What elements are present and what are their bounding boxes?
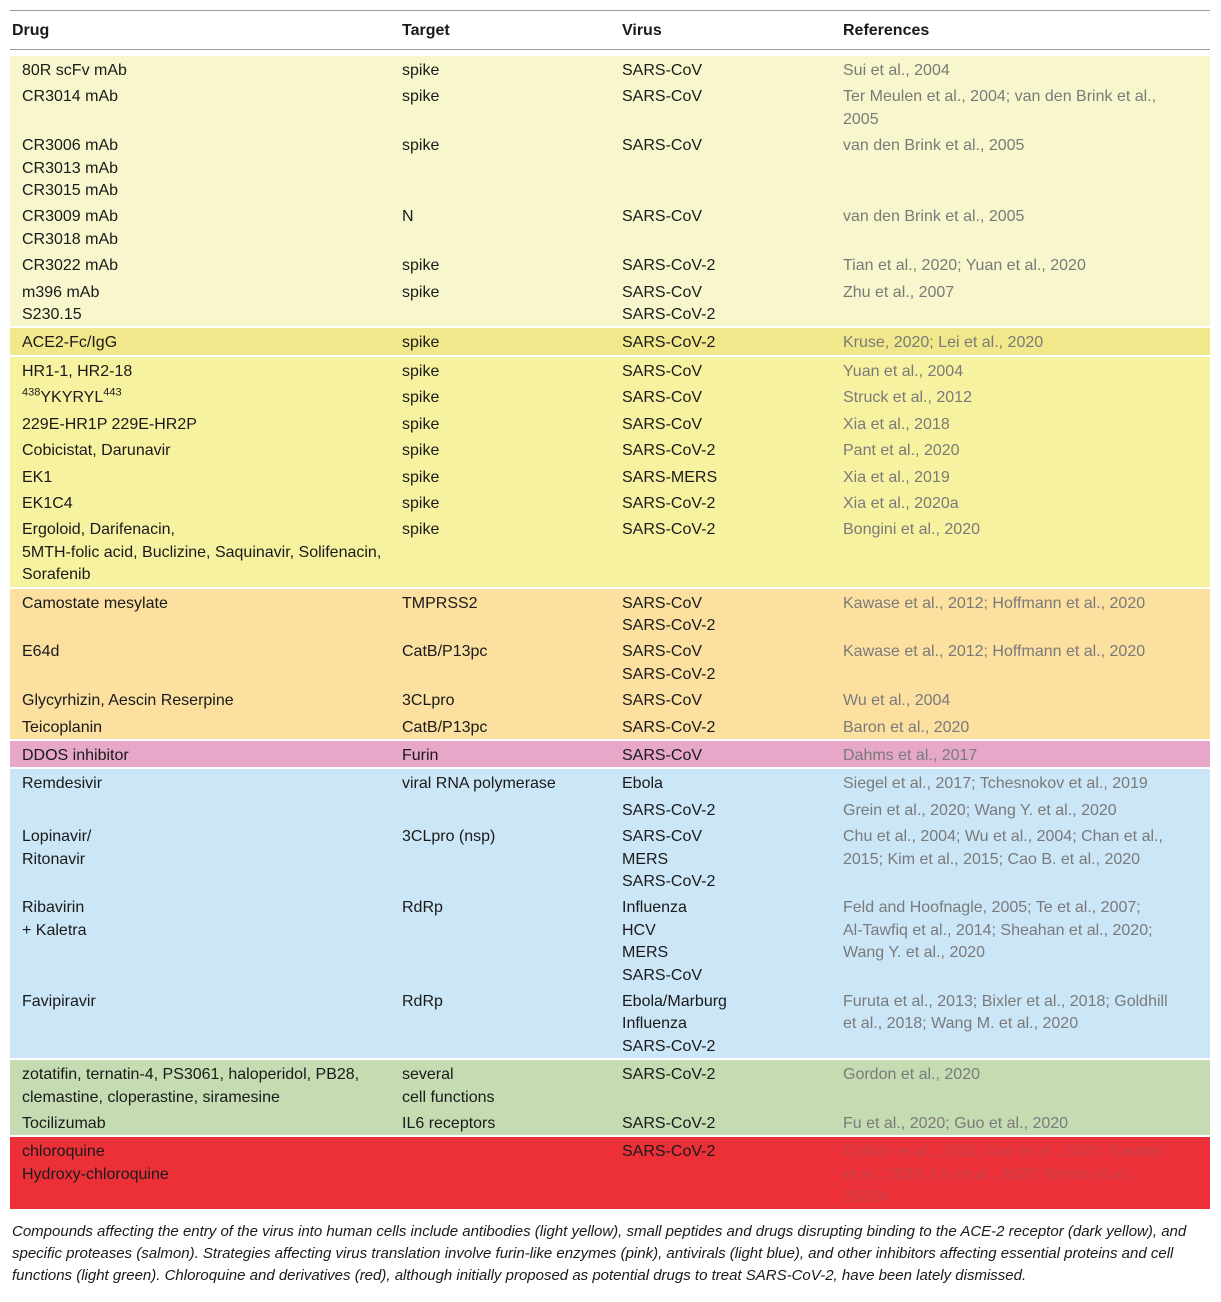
virus-cell <box>620 278 841 328</box>
drug-cell-line: E64d <box>22 643 60 661</box>
table-row <box>10 489 1210 515</box>
references-cell-line: Colson et al., 2020; Gao et al., 2020; Gautret <box>843 1143 1162 1161</box>
table-header-row <box>10 11 1210 50</box>
references-cell-line: Tian et al., 2020; Yuan et al., 2020 <box>843 257 1086 275</box>
table-row <box>10 436 1210 462</box>
target-cell-line: 3CLpro <box>402 692 455 710</box>
references-cell-line: Gordon et al., 2020 <box>843 1066 980 1084</box>
references-cell-line: Dahms et al., 2017 <box>843 746 978 764</box>
drug-sup-main: YKYRYL <box>40 389 104 407</box>
drug-table <box>10 10 1210 1209</box>
references-cell <box>841 327 1210 355</box>
references-cell <box>841 383 1210 409</box>
references-cell <box>841 410 1210 436</box>
virus-cell-line: SARS-CoV <box>622 643 703 661</box>
target-cell-line: N <box>402 208 414 226</box>
virus-cell <box>620 202 841 251</box>
drug-cell <box>10 893 400 987</box>
target-cell-line: Furin <box>402 746 439 764</box>
references-cell <box>841 82 1210 131</box>
virus-cell-line: Influenza <box>622 1015 687 1033</box>
target-cell <box>400 515 620 587</box>
references-cell <box>841 637 1210 686</box>
table-row <box>10 251 1210 277</box>
drug-cell-line: m396 mAb <box>22 283 100 301</box>
virus-cell-line: SARS-CoV-2 <box>622 665 716 683</box>
target-cell-line: 3CLpro (nsp) <box>402 828 496 846</box>
virus-cell-line: SARS-CoV <box>622 415 703 433</box>
virus-cell-line: SARS-CoV <box>622 594 703 612</box>
references-cell <box>841 796 1210 822</box>
virus-cell <box>620 1136 841 1208</box>
table-row <box>10 131 1210 202</box>
table-row <box>10 893 1210 987</box>
drug-cell <box>10 131 400 202</box>
virus-cell <box>620 768 841 795</box>
references-cell <box>841 768 1210 795</box>
target-cell-line: spike <box>402 521 440 539</box>
virus-cell <box>620 56 841 82</box>
virus-cell <box>620 740 841 768</box>
references-cell <box>841 463 1210 489</box>
target-cell <box>400 56 620 82</box>
drug-cell-line: zotatifin, ternatin-4, PS3061, haloperidol, PB28, <box>22 1066 360 1084</box>
target-cell-line: IL6 receptors <box>402 1115 496 1133</box>
virus-cell-line: SARS-CoV-2 <box>622 1066 716 1084</box>
drug-cell <box>10 740 400 768</box>
virus-cell <box>620 383 841 409</box>
references-cell <box>841 740 1210 768</box>
references-cell <box>841 1136 1210 1208</box>
virus-cell <box>620 327 841 355</box>
virus-cell <box>620 713 841 740</box>
virus-cell-line: SARS-CoV <box>622 746 703 764</box>
target-cell <box>400 463 620 489</box>
references-cell-line: van den Brink et al., 2005 <box>843 208 1025 226</box>
references-cell-line: Pant et al., 2020 <box>843 442 960 460</box>
references-cell-line: Siegel et al., 2017; Tchesnokov et al., 2019 <box>843 775 1148 793</box>
target-cell-line: spike <box>402 389 440 407</box>
target-cell <box>400 740 620 768</box>
virus-cell <box>620 356 841 383</box>
target-cell-line: several <box>402 1066 454 1084</box>
virus-cell <box>620 822 841 893</box>
virus-cell-line: SARS-CoV <box>622 137 703 155</box>
references-cell-line: Yuan et al., 2004 <box>843 362 964 380</box>
drug-cell <box>10 463 400 489</box>
virus-cell <box>620 1059 841 1109</box>
references-cell-line: Feld and Hoofnagle, 2005; Te et al., 2007; <box>843 899 1141 917</box>
virus-cell-line: SARS-CoV-2 <box>622 257 716 275</box>
drug-cell <box>10 686 400 712</box>
drug-cell-line: EK1 <box>22 468 53 486</box>
drug-cell <box>10 202 400 251</box>
target-cell-line: spike <box>402 494 440 512</box>
target-cell-line: viral RNA polymerase <box>402 775 556 793</box>
drug-cell-line: + Kaletra <box>22 921 87 939</box>
target-cell <box>400 278 620 328</box>
references-cell-line: et al., 2018; Wang M. et al., 2020 <box>843 1015 1079 1033</box>
target-cell-line: spike <box>402 468 440 486</box>
drug-cell-line: CR3006 mAb <box>22 137 119 155</box>
drug-cell <box>10 768 400 795</box>
target-cell-line: spike <box>402 362 440 380</box>
table-row <box>10 637 1210 686</box>
virus-cell-line: HCV <box>622 921 656 939</box>
references-cell <box>841 686 1210 712</box>
references-cell-line: Kawase et al., 2012; Hoffmann et al., 2020 <box>843 643 1146 661</box>
drug-cell-line: CR3009 mAb <box>22 208 119 226</box>
drug-cell-line: Cobicistat, Darunavir <box>22 442 171 460</box>
table-row <box>10 383 1210 409</box>
table-row <box>10 740 1210 768</box>
drug-cell-line: CR3015 mAb <box>22 182 119 200</box>
drug-cell-line: Camostate mesylate <box>22 594 168 612</box>
target-cell-line: CatB/P13pc <box>402 718 488 736</box>
references-cell <box>841 588 1210 638</box>
references-cell <box>841 356 1210 383</box>
references-cell <box>841 822 1210 893</box>
drug-table-document <box>10 10 1210 1302</box>
header-virus: Virus <box>620 11 841 50</box>
virus-cell-line: SARS-CoV <box>622 692 703 710</box>
references-cell <box>841 893 1210 987</box>
virus-cell <box>620 893 841 987</box>
drug-cell <box>10 1136 400 1208</box>
drug-cell-line: 80R scFv mAb <box>22 62 127 79</box>
drug-sup-post: 443 <box>103 386 122 399</box>
virus-cell <box>620 489 841 515</box>
target-cell <box>400 410 620 436</box>
drug-cell-line: ACE2-Fc/IgG <box>22 334 118 352</box>
target-cell <box>400 202 620 251</box>
drug-cell-line: EK1C4 <box>22 494 73 512</box>
references-cell <box>841 515 1210 587</box>
table-row <box>10 987 1210 1059</box>
virus-cell-line: SARS-CoV <box>622 62 703 79</box>
virus-cell-line: SARS-CoV-2 <box>622 873 716 890</box>
references-cell-line: Wang Y. et al., 2020 <box>843 944 986 962</box>
virus-cell-line: SARS-CoV-2 <box>622 1115 716 1133</box>
virus-cell-line: SARS-CoV <box>622 208 703 226</box>
virus-cell-line: SARS-CoV-2 <box>622 334 716 352</box>
target-cell-line: TMPRSS2 <box>402 594 478 612</box>
virus-cell-line: SARS-CoV <box>622 362 703 380</box>
references-cell-line: Chu et al., 2004; Wu et al., 2004; Chan et al., <box>843 828 1163 846</box>
drug-cell-line: Ergoloid, Darifenacin, <box>22 521 175 539</box>
header-references: References <box>841 11 1210 50</box>
references-cell-line: 2015; Kim et al., 2015; Cao B. et al., 2020 <box>843 850 1141 868</box>
drug-cell-line: CR3018 mAb <box>22 230 119 248</box>
table-row <box>10 1109 1210 1136</box>
references-cell-line: Al-Tawfiq et al., 2014; Sheahan et al., 2020; <box>843 921 1153 939</box>
target-cell-line: spike <box>402 88 440 106</box>
references-cell-line: Sui et al., 2004 <box>843 62 950 79</box>
drug-cell-line: Lopinavir/ <box>22 828 92 846</box>
references-cell <box>841 56 1210 82</box>
references-cell <box>841 436 1210 462</box>
table-row <box>10 56 1210 82</box>
target-cell <box>400 1136 620 1208</box>
target-cell-line: spike <box>402 442 440 460</box>
references-cell-line: 2005 <box>843 110 879 128</box>
references-cell-line: Zhu et al., 2007 <box>843 283 955 301</box>
drug-cell-line: CR3013 mAb <box>22 159 119 177</box>
references-cell-line: et al., 2020; Liu et al., 2020; Mehra et al., 2020b <box>843 1165 1134 1206</box>
target-cell <box>400 131 620 202</box>
drug-cell <box>10 410 400 436</box>
drug-cell-line: Ribavirin <box>22 899 85 917</box>
drug-cell-line: Sorafenib <box>22 566 91 584</box>
virus-cell-line: SARS-MERS <box>622 468 718 486</box>
virus-cell-line: SARS-CoV <box>622 966 703 984</box>
table-row <box>10 327 1210 355</box>
drug-cell <box>10 278 400 328</box>
target-cell-line: spike <box>402 257 440 275</box>
virus-cell <box>620 686 841 712</box>
references-cell-line: Ter Meulen et al., 2004; van den Brink et al., <box>843 88 1157 106</box>
table-body <box>10 50 1210 1209</box>
references-cell-line: Bongini et al., 2020 <box>843 521 980 539</box>
target-cell <box>400 327 620 355</box>
target-cell <box>400 1109 620 1136</box>
table-row <box>10 796 1210 822</box>
drug-cell-line: CR3014 mAb <box>22 88 119 106</box>
table-row <box>10 588 1210 638</box>
virus-cell-line: SARS-CoV-2 <box>622 442 716 460</box>
target-cell-line: CatB/P13pc <box>402 643 488 661</box>
virus-cell-line: SARS-CoV-2 <box>622 616 716 634</box>
virus-cell-line: Ebola/Marburg <box>622 993 727 1011</box>
drug-cell-line: 5MTH-folic acid, Buclizine, Saquinavir, Solifenacin, <box>22 543 382 561</box>
virus-cell-line: Influenza <box>622 899 687 917</box>
target-cell <box>400 489 620 515</box>
virus-cell <box>620 1109 841 1136</box>
virus-cell <box>620 82 841 131</box>
references-cell-line: Baron et al., 2020 <box>843 718 970 736</box>
target-cell <box>400 383 620 409</box>
virus-cell-line: SARS-CoV-2 <box>622 494 716 512</box>
drug-cell <box>10 489 400 515</box>
references-cell-line: Struck et al., 2012 <box>843 389 972 407</box>
drug-cell <box>10 251 400 277</box>
virus-cell <box>620 436 841 462</box>
table-row <box>10 410 1210 436</box>
drug-cell <box>10 1059 400 1109</box>
virus-cell <box>620 463 841 489</box>
target-cell <box>400 822 620 893</box>
drug-cell <box>10 637 400 686</box>
target-cell-line: spike <box>402 415 440 433</box>
virus-cell-line: SARS-CoV-2 <box>622 1037 716 1055</box>
table-row <box>10 278 1210 328</box>
target-cell <box>400 588 620 638</box>
target-cell-line: spike <box>402 334 440 352</box>
target-cell <box>400 251 620 277</box>
drug-cell <box>10 822 400 893</box>
table-row <box>10 1136 1210 1208</box>
references-cell-line: Wu et al., 2004 <box>843 692 951 710</box>
references-cell <box>841 1059 1210 1109</box>
references-cell <box>841 202 1210 251</box>
references-cell-line: Xia et al., 2018 <box>843 415 950 433</box>
table-row <box>10 686 1210 712</box>
references-cell-line: Fu et al., 2020; Guo et al., 2020 <box>843 1115 1069 1133</box>
drug-cell <box>10 327 400 355</box>
virus-cell <box>620 987 841 1059</box>
references-cell-line: Xia et al., 2019 <box>843 468 950 486</box>
target-cell <box>400 686 620 712</box>
virus-cell <box>620 637 841 686</box>
drug-cell-line: CR3022 mAb <box>22 257 119 275</box>
drug-cell <box>10 796 400 822</box>
target-cell-line: spike <box>402 62 440 79</box>
table-row <box>10 768 1210 795</box>
virus-cell-line: SARS-CoV <box>622 283 703 301</box>
target-cell-line: spike <box>402 137 440 155</box>
references-cell-line: Xia et al., 2020a <box>843 494 959 512</box>
drug-cell <box>10 356 400 383</box>
virus-cell <box>620 588 841 638</box>
drug-cell <box>10 436 400 462</box>
target-cell-line: RdRp <box>402 993 443 1011</box>
drug-cell-line: Ritonavir <box>22 850 86 868</box>
virus-cell-line: SARS-CoV <box>622 389 703 407</box>
target-cell <box>400 637 620 686</box>
table-row <box>10 822 1210 893</box>
table-row <box>10 515 1210 587</box>
virus-cell <box>620 796 841 822</box>
target-cell <box>400 987 620 1059</box>
references-cell <box>841 987 1210 1059</box>
target-cell <box>400 436 620 462</box>
table-row <box>10 202 1210 251</box>
virus-cell <box>620 515 841 587</box>
references-cell <box>841 251 1210 277</box>
header-drug: Drug <box>10 11 400 50</box>
references-cell <box>841 1109 1210 1136</box>
drug-cell-line: Remdesivir <box>22 775 103 793</box>
table-row <box>10 463 1210 489</box>
virus-cell-line: Ebola <box>622 775 663 793</box>
target-cell <box>400 713 620 740</box>
virus-cell <box>620 131 841 202</box>
target-cell <box>400 796 620 822</box>
drug-cell-line: Teicoplanin <box>22 718 103 736</box>
header-target: Target <box>400 11 620 50</box>
drug-cell <box>10 713 400 740</box>
references-cell <box>841 278 1210 328</box>
references-cell-line: Kawase et al., 2012; Hoffmann et al., 2020 <box>843 594 1146 612</box>
virus-cell-line: SARS-CoV <box>622 88 703 106</box>
references-cell-line: Grein et al., 2020; Wang Y. et al., 2020 <box>843 801 1117 819</box>
target-cell <box>400 768 620 795</box>
drug-cell-line: Tocilizumab <box>22 1115 106 1133</box>
target-cell-line: RdRp <box>402 899 443 917</box>
virus-cell-line: SARS-CoV-2 <box>622 1143 716 1161</box>
references-cell <box>841 489 1210 515</box>
target-cell <box>400 82 620 131</box>
references-cell <box>841 713 1210 740</box>
drug-cell <box>10 56 400 82</box>
references-cell-line: Furuta et al., 2013; Bixler et al., 2018; Goldhill <box>843 993 1168 1011</box>
drug-cell-line: 229E-HR1P 229E-HR2P <box>22 415 197 433</box>
drug-cell-line: chloroquine <box>22 1143 105 1161</box>
references-cell <box>841 131 1210 202</box>
virus-cell-line: SARS-CoV-2 <box>622 801 716 819</box>
table-row <box>10 1059 1210 1109</box>
target-cell <box>400 356 620 383</box>
virus-cell-line: MERS <box>622 850 669 868</box>
virus-cell-line: SARS-CoV-2 <box>622 521 716 539</box>
drug-cell <box>10 383 400 409</box>
target-cell-line: cell functions <box>402 1088 495 1106</box>
virus-cell-line: MERS <box>622 944 669 962</box>
target-cell <box>400 893 620 987</box>
drug-cell <box>10 588 400 638</box>
table-row <box>10 82 1210 131</box>
drug-cell-line: Glycyrhizin, Aescin Reserpine <box>22 692 234 710</box>
virus-cell <box>620 410 841 436</box>
virus-cell-line: SARS-CoV-2 <box>622 306 716 324</box>
table-row <box>10 356 1210 383</box>
virus-cell <box>620 251 841 277</box>
drug-cell-line: Hydroxy-chloroquine <box>22 1165 169 1183</box>
references-cell-line: van den Brink et al., 2005 <box>843 137 1025 155</box>
drug-cell <box>10 987 400 1059</box>
drug-cell-line: DDOS inhibitor <box>22 746 129 764</box>
drug-cell <box>10 82 400 131</box>
table-row <box>10 713 1210 740</box>
drug-cell-line: clemastine, cloperastine, siramesine <box>22 1088 280 1106</box>
virus-cell-line: SARS-CoV <box>622 828 703 846</box>
drug-cell <box>10 515 400 587</box>
drug-cell-line: HR1-1, HR2-18 <box>22 362 133 380</box>
virus-cell-line: SARS-CoV-2 <box>622 718 716 736</box>
target-cell <box>400 1059 620 1109</box>
drug-sup-pre: 438 <box>22 386 41 399</box>
drug-cell-line: Favipiravir <box>22 993 96 1011</box>
table-caption: Compounds affecting the entry of the virus into human cells include antibodies (light yellow), small peptides and drugs disrupting binding to the ACE-2 receptor (dark yellow), and specific proteases (salmon). Strategies affecting virus translation involve furin-like enzymes (pink), antivirals (light blue), and other inhibitors affecting essential proteins and cell functions (light green). Chloroquine and derivatives (red), although initially proposed as potential drugs to treat SARS-CoV-2, have been lately dismissed. <box>12 1222 1187 1284</box>
references-cell-line: Kruse, 2020; Lei et al., 2020 <box>843 334 1044 352</box>
drug-cell <box>10 1109 400 1136</box>
target-cell-line: spike <box>402 283 440 301</box>
drug-cell-line: S230.15 <box>22 306 82 324</box>
